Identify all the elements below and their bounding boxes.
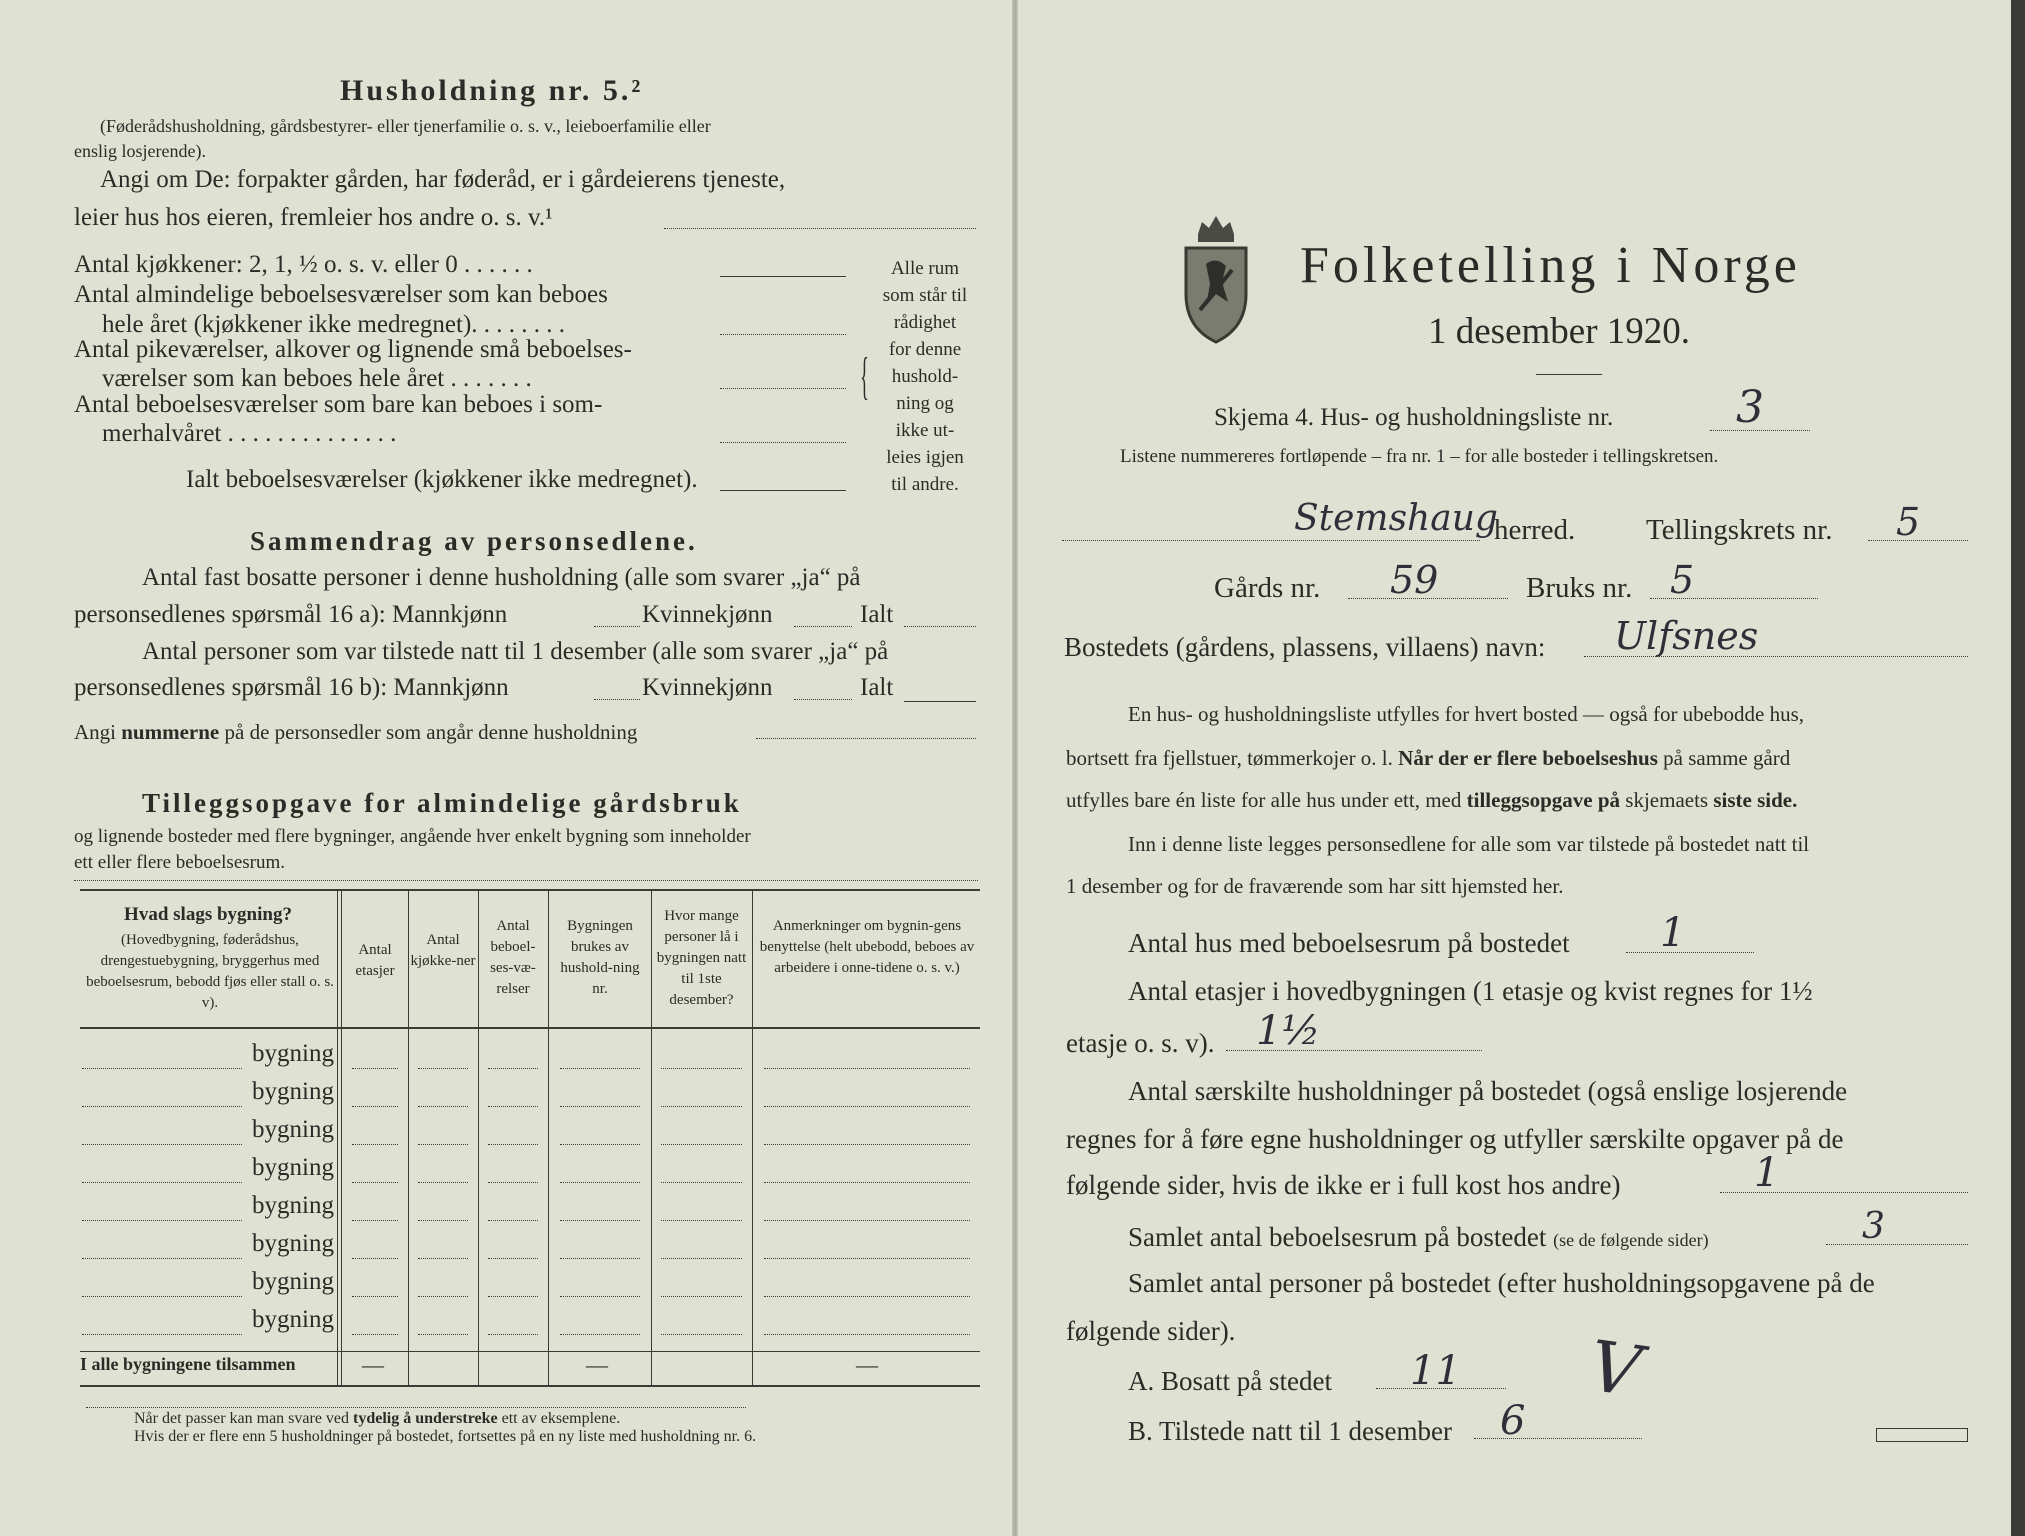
q2-line-2: etasje o. s. v). bbox=[1066, 1028, 1215, 1058]
col-rooms: Antal beboel-ses-væ-relser bbox=[490, 918, 536, 997]
total-row-label: I alle bygningene tilsammen bbox=[80, 1354, 296, 1374]
table-bottom-rule bbox=[80, 1385, 980, 1387]
bruks-label: Bruks nr. bbox=[1526, 572, 1633, 604]
angi-line-2: leier hus hos eieren, fremleier hos andre o. s. v.¹ bbox=[74, 204, 553, 231]
row-building-label: bygning bbox=[252, 1268, 334, 1295]
rooms-kitchens: Antal kjøkkener: 2, 1, ½ o. s. v. eller 0 . . . . . . bbox=[74, 251, 533, 278]
row-building-label: bygning bbox=[252, 1154, 334, 1181]
gards-label: Gårds nr. bbox=[1214, 572, 1321, 604]
rooms-small-a: Antal pikeværelser, alkover og lignende små beboelses- bbox=[74, 336, 632, 363]
skjema-label: Skjema 4. Hus- og husholdningsliste nr. bbox=[1214, 404, 1614, 431]
angi-nummerne: Angi nummerne på de personsedler som angår denne husholdning bbox=[74, 720, 638, 744]
summary-p2a: Antal personer som var tilstede natt til 1 desember (alle som svarer „ja“ på bbox=[142, 638, 889, 665]
para1-line-3: utfylles bare én liste for alle hus under ett, med tilleggsopgave på skjemaets siste side. bbox=[1066, 788, 1798, 812]
tillegg-heading: Tilleggsopgave for almindelige gårdsbruk bbox=[142, 788, 742, 818]
summary-p1-ialt: Ialt bbox=[860, 601, 894, 628]
q2-value: 1½ bbox=[1256, 1008, 1321, 1054]
printer-stamp bbox=[1876, 1428, 1968, 1442]
summary-heading: Sammendrag av personsedlene. bbox=[250, 526, 698, 556]
col-building-desc: (Hovedbygning, føderådshus, drengestuebygning, bryggerhus med beboelsesrum, bebodd fjøs eller stall o. s. v). bbox=[86, 932, 334, 1011]
brace: { bbox=[860, 348, 869, 405]
row-building-label: bygning bbox=[252, 1040, 334, 1067]
summary-p2-kvinne: Kvinnekjønn bbox=[642, 674, 773, 701]
rooms-side-note: Alle rum som står til rådighet for denne hushold- ning og ikke ut- leies igjen til andre. bbox=[882, 258, 968, 495]
row-building-label: bygning bbox=[252, 1192, 334, 1219]
bruks-value: 5 bbox=[1670, 558, 1695, 602]
row-building-label: bygning bbox=[252, 1306, 334, 1333]
q1-label: Antal hus med beboelsesrum på bostedet bbox=[1128, 928, 1570, 958]
tillegg-sub-1: og lignende bosteder med flere bygninger, angående hver enkelt bygning som inneholder bbox=[74, 826, 751, 847]
q3-line-3: følgende sider, hvis de ikke er i full kost hos andre) bbox=[1066, 1170, 1621, 1200]
bostedets-value: Ulfsnes bbox=[1614, 614, 1759, 658]
col-building-title: Hvad slags bygning? bbox=[124, 904, 292, 925]
qb-value: 6 bbox=[1500, 1398, 1526, 1444]
tellingskrets-label: Tellingskrets nr. bbox=[1646, 514, 1833, 546]
q5-line-2: følgende sider). bbox=[1066, 1316, 1236, 1346]
angi-line-1: Angi om De: forpakter gården, har føderåd, er i gårdeierens tjeneste, bbox=[100, 166, 786, 193]
intro-line-1: (Føderådshusholdning, gårdsbestyrer- eller tjenerfamilie o. s. v., leieboerfamilie eller bbox=[100, 116, 711, 136]
gards-value: 59 bbox=[1390, 558, 1439, 602]
tellingskrets-value: 5 bbox=[1896, 500, 1921, 544]
rooms-total: Ialt beboelsesværelser (kjøkkener ikke medregnet). bbox=[186, 466, 698, 493]
skjema-number: 3 bbox=[1736, 382, 1764, 433]
qa-value: 11 bbox=[1410, 1348, 1461, 1394]
summary-p1-kvinne: Kvinnekjønn bbox=[642, 601, 773, 628]
q5-line-1: Samlet antal personer på bostedet (efter husholdningsopgavene på de bbox=[1128, 1268, 1875, 1298]
summary-p2-ialt: Ialt bbox=[860, 674, 894, 701]
scan-edge bbox=[2011, 0, 2025, 1536]
herred-label: herred. bbox=[1494, 514, 1576, 546]
q1-value: 1 bbox=[1660, 910, 1686, 956]
rooms-ordinary-b: hele året (kjøkkener ikke medregnet). . . . . . . . bbox=[102, 311, 566, 338]
check-mark: V bbox=[1584, 1324, 1647, 1414]
row-building-label: bygning bbox=[252, 1116, 334, 1143]
summary-p1b: personsedlenes spørsmål 16 a): Mannkjønn bbox=[74, 601, 508, 628]
rooms-ordinary-a: Antal almindelige beboelsesværelser som kan beboes bbox=[74, 281, 608, 308]
row-building-label: bygning bbox=[252, 1230, 334, 1257]
col-persons: Hvor mange personer lå i bygningen natt til 1ste desember? bbox=[656, 908, 747, 1008]
norway-coat-of-arms-icon bbox=[1176, 210, 1256, 346]
para2-line-1: Inn i denne liste legges personsedlene for alle som var tilstede på bostedet natt til bbox=[1128, 832, 1810, 856]
qa-label: A. Bosatt på stedet bbox=[1128, 1366, 1332, 1396]
rooms-summer-b: merhalvåret . . . . . . . . . . . . . . bbox=[102, 420, 397, 447]
total-dash-remarks: — bbox=[856, 1352, 878, 1377]
col-floors: Antal etasjer bbox=[355, 942, 395, 979]
intro-line-2: enslig losjerende). bbox=[74, 141, 206, 161]
summary-p1a: Antal fast bosatte personer i denne husholdning (alle som svarer „ja“ på bbox=[142, 564, 861, 591]
col-remarks: Anmerkninger om bygnin-gens benyttelse (helt ubebodd, beboes av arbeidere i onne-tidene o. s. v.) bbox=[759, 918, 975, 976]
col-kitchens: Antal kjøkke-ner bbox=[410, 932, 476, 969]
para2-line-2: 1 desember og for de fraværende som har sitt hjemsted her. bbox=[1066, 874, 1564, 898]
table-header-rule bbox=[80, 1027, 980, 1029]
bostedets-label: Bostedets (gårdens, plassens, villaens) navn: bbox=[1064, 632, 1546, 662]
q2-line-1: Antal etasjer i hovedbygningen (1 etasje og kvist regnes for 1½ bbox=[1128, 976, 1813, 1006]
row-building-label: bygning bbox=[252, 1078, 334, 1105]
para1-line-2: bortsett fra fjellstuer, tømmerkojer o. l. Når der er flere beboelseshus på samme gård bbox=[1066, 746, 1791, 770]
tillegg-sub-2: ett eller flere beboelsesrum. bbox=[74, 852, 286, 873]
table-top-rule bbox=[80, 889, 980, 891]
q4-label: Samlet antal beboelsesrum på bostedet (se de følgende sider) bbox=[1128, 1222, 1709, 1252]
household-heading: Husholdning nr. 5.² bbox=[340, 74, 644, 107]
q3-value: 1 bbox=[1754, 1150, 1780, 1196]
q3-line-2: regnes for å føre egne husholdninger og utfyller særskilte opgaver på de bbox=[1066, 1124, 1844, 1154]
total-dash-household: — bbox=[586, 1352, 608, 1377]
q4-value: 3 bbox=[1862, 1206, 1885, 1247]
herred-value: Stemshaug bbox=[1294, 498, 1498, 539]
page-fold bbox=[1012, 0, 1018, 1536]
para1-line-1: En hus- og husholdningsliste utfylles for hvert bosted — også for ubebodde hus, bbox=[1128, 702, 1804, 726]
listene-note: Listene nummereres fortløpende – fra nr. 1 – for alle bosteder i tellingskretsen. bbox=[1120, 446, 1719, 467]
total-dash-floors: — bbox=[362, 1352, 384, 1377]
qb-label: B. Tilstede natt til 1 desember bbox=[1128, 1416, 1452, 1446]
table-total-rule bbox=[80, 1351, 980, 1352]
summary-p2b: personsedlenes spørsmål 16 b): Mannkjønn bbox=[74, 674, 509, 701]
census-title: Folketelling i Norge bbox=[1300, 237, 1801, 294]
census-date: 1 desember 1920. bbox=[1428, 311, 1691, 352]
footnote-1: Når det passer kan man svare ved tydelig å understreke ett av eksemplene. bbox=[134, 1410, 621, 1427]
col-household: Bygningen brukes av hushold-ning nr. bbox=[560, 918, 640, 997]
rooms-small-b: værelser som kan beboes hele året . . . . . . . bbox=[102, 365, 532, 392]
footnote-2: Hvis der er flere enn 5 husholdninger på bostedet, fortsettes på en ny liste med husholdning nr. 6. bbox=[134, 1428, 757, 1445]
rooms-summer-a: Antal beboelsesværelser som bare kan beboes i som- bbox=[74, 391, 603, 418]
q3-line-1: Antal særskilte husholdninger på bostedet (også enslige losjerende bbox=[1128, 1076, 1848, 1106]
